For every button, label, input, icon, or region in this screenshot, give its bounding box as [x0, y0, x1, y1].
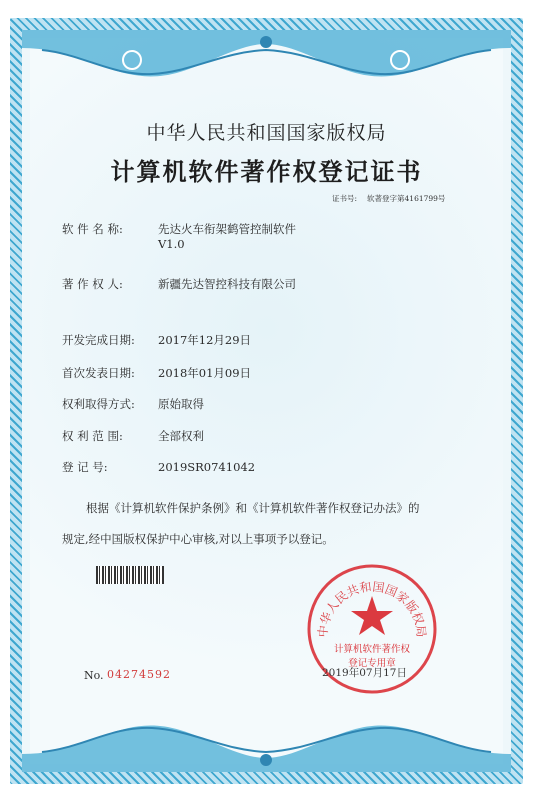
seal-arc-text: 中华人民共和国国家版权局: [315, 579, 429, 638]
field-value: 原始取得: [158, 397, 204, 411]
statement-line-2: 规定,经中国版权保护中心审核,对以上事项予以登记。: [62, 532, 334, 546]
certificate-number-label: 证书号:: [332, 194, 358, 203]
field-value: 全部权利: [158, 429, 204, 443]
field-label: 软 件 名 称:: [62, 222, 123, 236]
issue-date: 2019年07月17日: [322, 667, 407, 679]
seal-line-2: 登记专用章: [348, 658, 396, 669]
barcode-icon: [96, 566, 164, 584]
serial-label: No.: [84, 669, 104, 682]
field-development-date: [62, 332, 251, 348]
field-value: 新疆先达智控科技有限公司: [158, 277, 296, 291]
field-label: 首次发表日期:: [62, 366, 135, 380]
field-software-name: [62, 221, 296, 237]
field-label: 开发完成日期:: [62, 333, 135, 347]
field-publication-date: [62, 365, 251, 381]
field-registration-number: [62, 459, 255, 475]
certificate-number-value: 软著登字第4161799号: [367, 194, 446, 203]
bottom-ornament-icon: [22, 708, 511, 772]
field-label: 权利取得方式:: [62, 397, 135, 411]
field-copyright-owner: [62, 276, 296, 292]
serial-number: 04274592: [107, 668, 171, 681]
field-rights-scope: [62, 428, 204, 444]
field-version: [62, 237, 185, 251]
certificate-title: 计算机软件著作权登记证书: [110, 157, 423, 186]
field-acquisition-method: [62, 396, 204, 412]
field-value: V1.0: [158, 237, 185, 251]
field-value: 2018年01月09日: [158, 366, 252, 380]
field-value: 先达火车衔架鹤管控制软件: [158, 222, 296, 236]
field-value: 2017年12月29日: [158, 333, 252, 347]
seal-line-1: 计算机软件著作权: [333, 644, 411, 655]
issuing-authority-title: 中华人民共和国国家版权局: [146, 122, 387, 144]
statement-line-1: 根据《计算机软件保护条例》和《计算机软件著作权登记办法》的: [86, 501, 420, 515]
field-label: 登 记 号:: [62, 460, 108, 474]
field-label: 著 作 权 人:: [62, 277, 123, 291]
certificate-number: [332, 193, 445, 204]
field-value: 2019SR0741042: [158, 460, 256, 474]
field-label: 权 利 范 围:: [62, 429, 123, 443]
top-ornament-icon: [22, 30, 511, 94]
